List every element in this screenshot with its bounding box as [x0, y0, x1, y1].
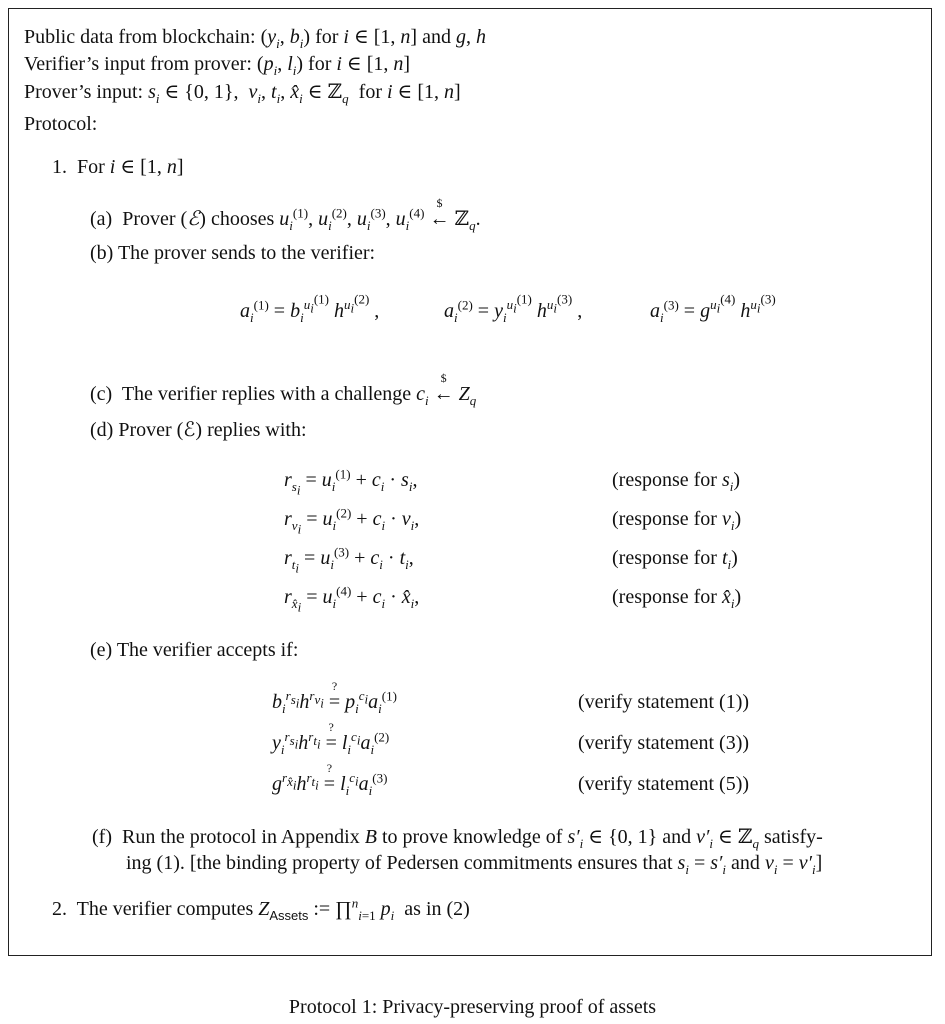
step-1b: (b) The prover sends to the verifier:: [90, 242, 376, 264]
response-v-note: (response for $v_i$): [612, 508, 742, 533]
verifier-input-line: Verifier’s input from prover: ($p_i$, $l_i$) for i ∈ [1, n]: [24, 53, 411, 78]
response-s: $r_{s_i} = u_i^{(1)} + c_i \cdot s_i$,: [284, 466, 418, 498]
response-x-note: (response for $x̂_i$): [612, 586, 742, 611]
check-2: $y_i^{r_{s_i}}h^{r_{t_i}}$ ? = $l_i^{c_i}a_i^{(2)}$: [272, 720, 390, 757]
commitment-a1: $a_i^{(1)} = b_i^{u_i^{(1)}}$ $h^{u_i^{(2)}}$ ,: [240, 292, 380, 325]
response-t: $r_{t_i} = u_i^{(3)} + c_i \cdot t_i$,: [284, 544, 414, 576]
response-x: $r_{x̂_i} = u_i^{(4)} + c_i$ · $x̂_i$,: [284, 583, 420, 615]
step-1d: (d) Prover (ℰ) replies with:: [90, 419, 307, 441]
response-s-note: (response for $s_i$): [612, 469, 741, 494]
prover-input-line: Prover’s input: $s_i$ ∈ {0, 1}, $v_i$, $t_i$, $x̂_i$ ∈ ℤ$_q$ for i ∈ [1, n]: [24, 79, 461, 106]
public-data-line: Public data from blockchain: ($y_i$, $b_i$) for i ∈ [1, n] and g, h: [24, 26, 486, 51]
protocol-label: Protocol:: [24, 113, 98, 135]
step-1f-line1: (f) Run the protocol in Appendix B to prove knowledge of $s'_i$ ∈ {0, 1} and $v'_i$ ∈ ℤ$_q$ satisfy-: [92, 824, 823, 851]
step-1c: (c) The verifier replies with a challenge $c_i$ $ ← $Z_q$: [90, 371, 477, 408]
step-1a: (a) Prover (ℰ) chooses $u_i^{(1)}$, $u_i^{(2)}$, $u_i^{(3)}$, $u_i^{(4)}$ $ ← ℤ$_q$.: [90, 196, 481, 233]
figure-caption: Protocol 1: Privacy-preserving proof of assets: [288, 996, 657, 1018]
protocol-box: [8, 8, 932, 956]
check-1: $b_i^{r_{s_i}}h^{r_{v_i}}$ ? = $p_i^{c_i}a_i^{(1)}$: [272, 679, 397, 716]
step-1e: (e) The verifier accepts if:: [90, 639, 299, 661]
step-1-label: 1. For i ∈ [1, n]: [52, 156, 184, 178]
response-t-note: (response for $t_i$): [612, 547, 738, 572]
step-2: 2. The verifier computes $Z_{Assets}$ := ∏$^n_{i=1}$ $p_i$ as in (2): [52, 895, 470, 923]
response-v: $r_{v_i} = u_i^{(2)} + c_i \cdot v_i$,: [284, 505, 420, 537]
check-1-note: (verify statement (1)): [578, 691, 750, 713]
commitment-a3: $a_i^{(3)} = g^{u_i^{(4)}}$ $h^{u_i^{(3)}}$: [650, 292, 776, 325]
step-1f-line2: ing (1). [the binding property of Pedersen commitments ensures that $s_i = s'_i$ and $v_i = v'_i$]: [126, 852, 823, 877]
check-3: $g^{r_{x̂_i}}h^{r_{t_i}}$ ? = $l_i^{c_i}a_i^{(3)}$: [272, 761, 388, 798]
check-3-note: (verify statement (5)): [578, 773, 750, 795]
check-2-note: (verify statement (3)): [578, 732, 750, 754]
commitment-a2: $a_i^{(2)} = y_i^{u_i^{(1)}}$ $h^{u_i^{(3)}}$ ,: [444, 292, 583, 325]
